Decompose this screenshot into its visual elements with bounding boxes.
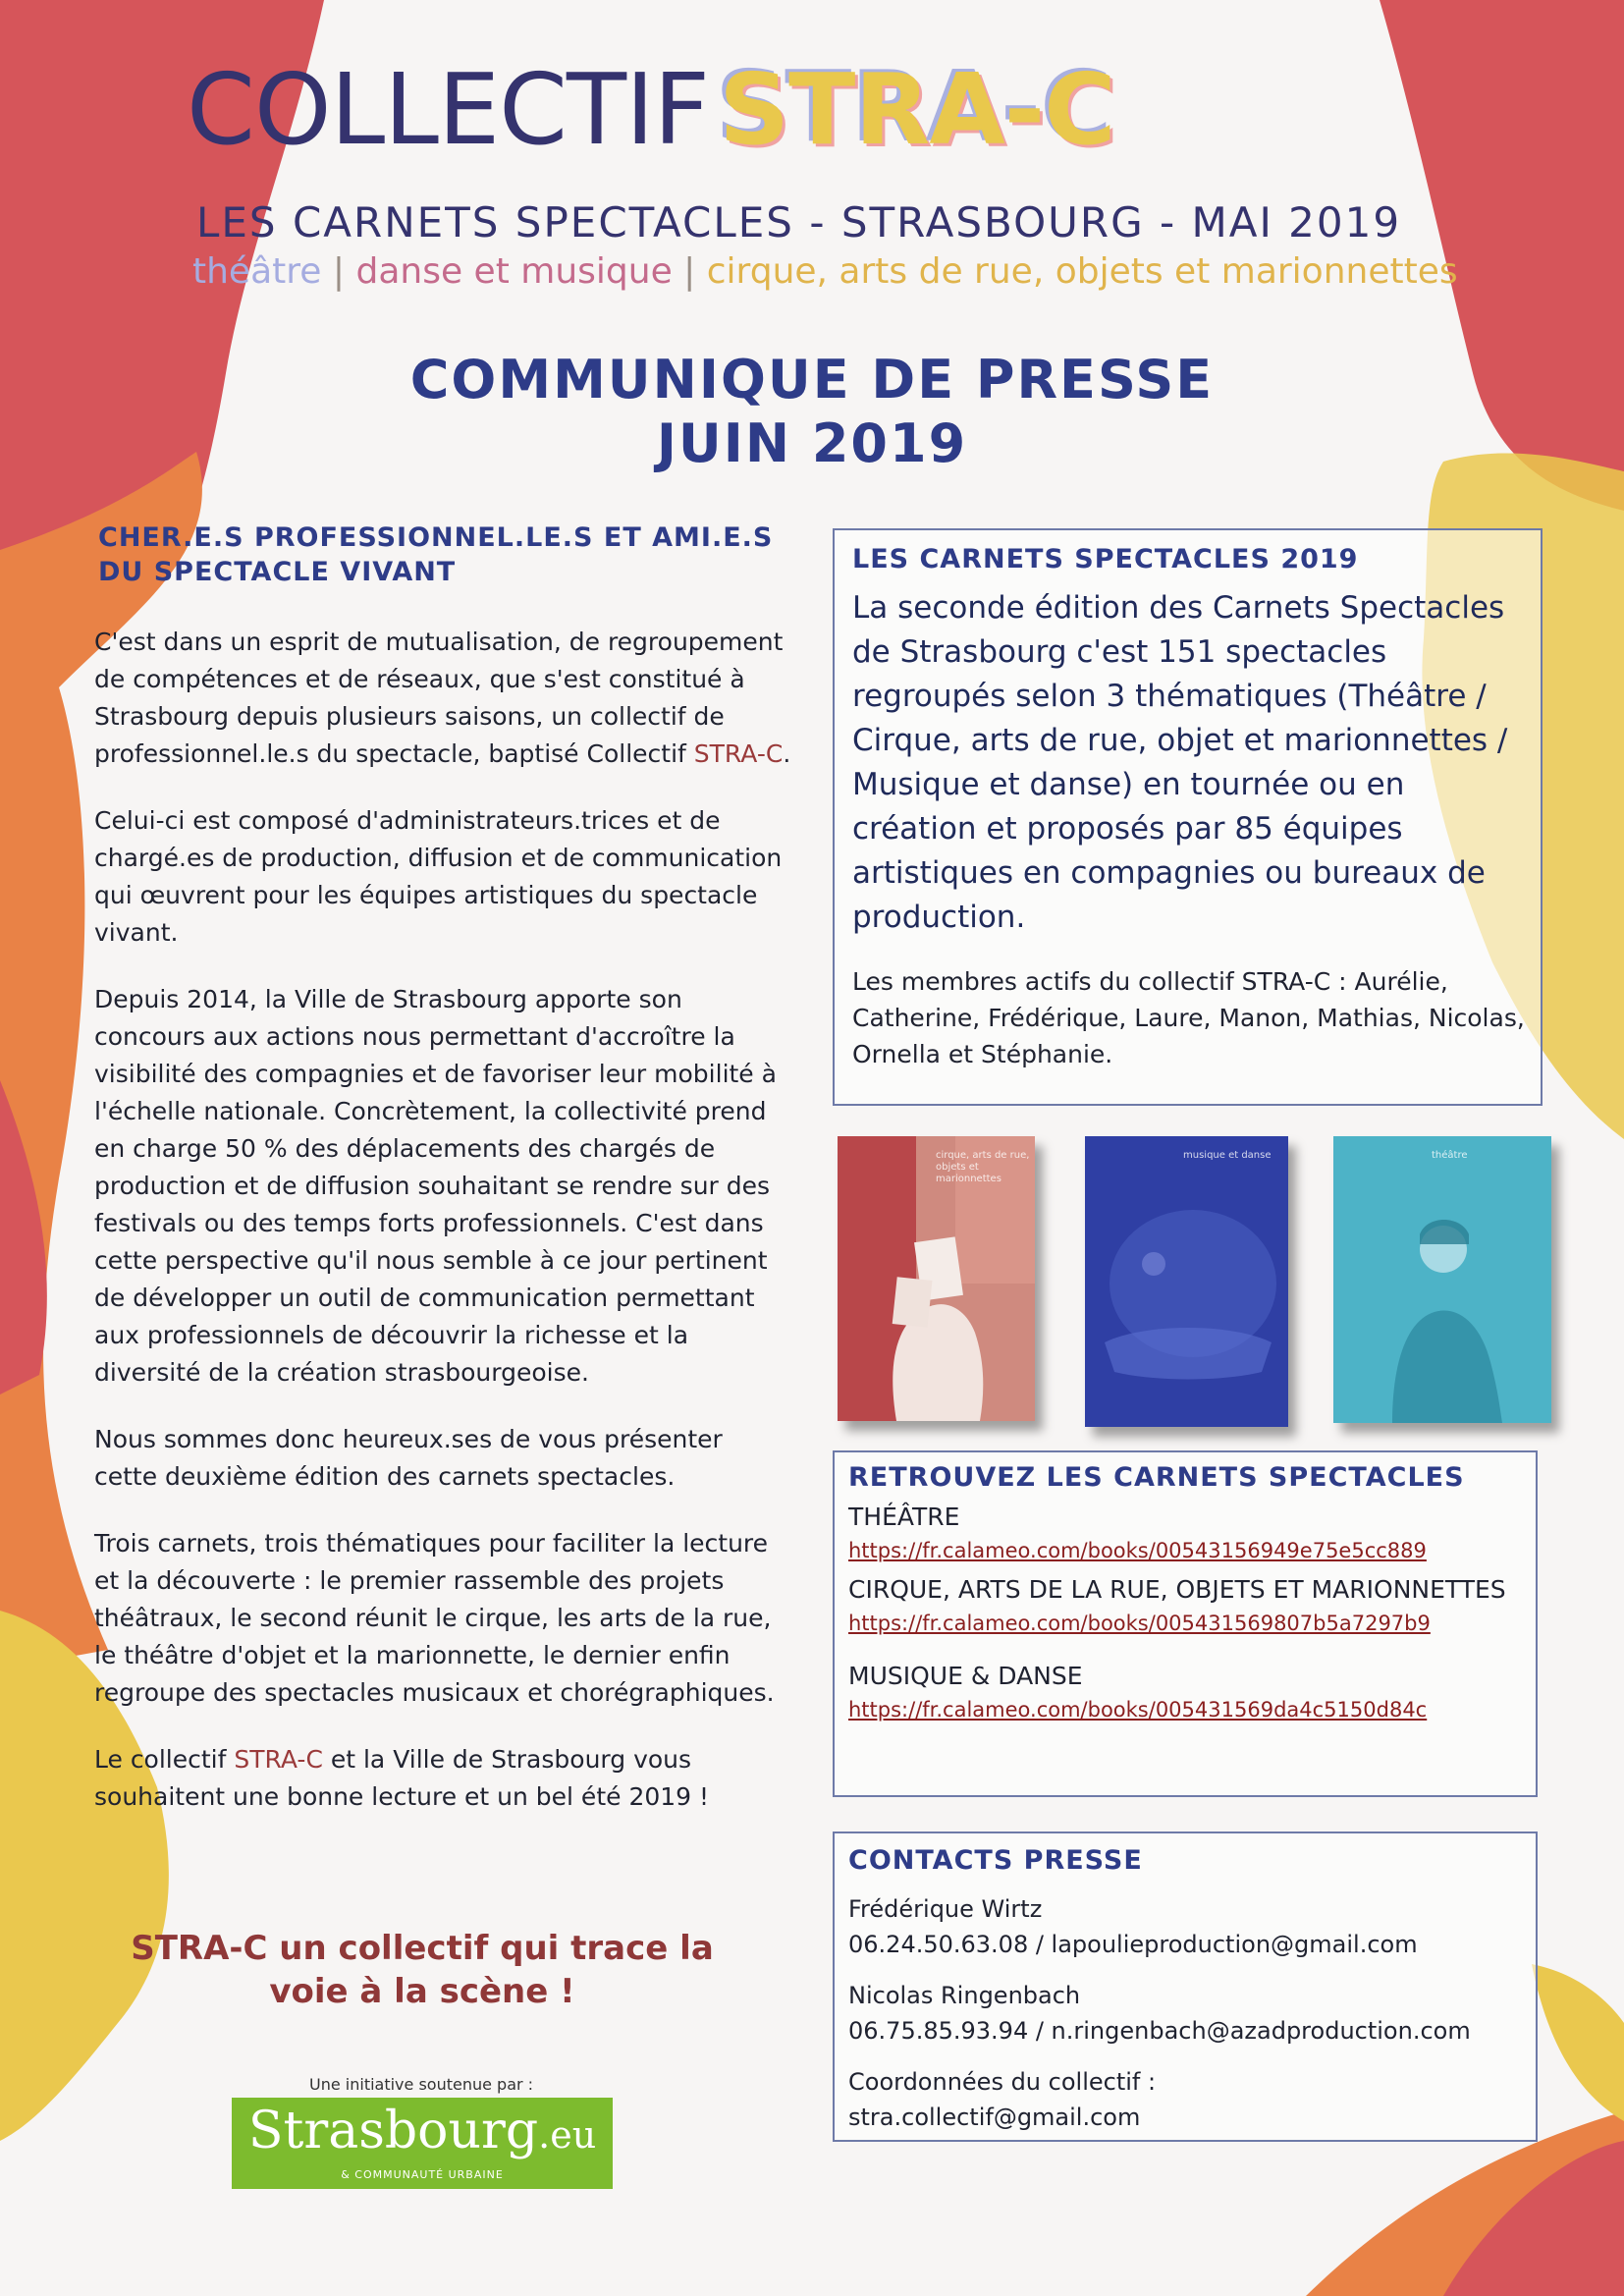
contact-wirtz [848,1891,1536,1962]
contact-name: Nicolas Ringenbach [848,1982,1081,2009]
bottom-right-yellow [1532,1964,1624,2121]
title-stra-c: STRA-C [719,52,1115,167]
book-cover-theatre-art [1333,1136,1551,1423]
theatre-label: THÉÂTRE [848,1503,960,1531]
left-heading [98,520,785,589]
logo-suffix: .eu [538,2113,597,2157]
contact-name: Frédérique Wirtz [848,1895,1043,1923]
contact-name: Coordonnées du collectif : [848,2068,1157,2096]
tagline-separator: | [332,251,346,292]
tagline-theatre: théâtre [192,251,322,292]
main-title [187,52,1115,167]
book-cover-theatre [1333,1136,1551,1423]
left-body [94,624,791,1845]
book3-text: théâtre [1432,1150,1468,1161]
tagline-separator: | [683,251,696,292]
theatre-link[interactable]: https://fr.calameo.com/books/00543156949e75e5cc889 [848,1539,1427,1562]
contact-collectif [848,2064,1536,2135]
strasbourg-logo [232,2098,613,2189]
p6-stra-c: STRA-C [234,1745,323,1774]
logo-text [232,2098,613,2168]
contact-info: 06.24.50.63.08 / lapoulieproduction@gmail.com [848,1931,1418,1958]
paragraph-2: Celui-ci est composé d'administrateurs.trices et de chargé.es de production, diffusion et de communication qui œuvrent pour les équipes artistiques du spectacle vivant. [94,806,783,947]
book-cover-musique-art [1085,1136,1288,1427]
links-box [833,1450,1538,1797]
paragraph-4: Nous sommes donc heureux.ses de vous présenter cette deuxième édition des carnets spectacles. [94,1425,723,1491]
musique-link[interactable]: https://fr.calameo.com/books/005431569da4c5150d84c [848,1698,1428,1722]
paragraph-5: Trois carnets, trois thématiques pour faciliter la lecture et la découverte : le premier rassemble des projets théâtraux, le second réunit le cirque, les arts de la rue, le théâtre d'objet et la marionnette, le dernier enfin regroupe des spectacles musicaux et chorégraphiques. [94,1529,775,1707]
contact-info: stra.collectif@gmail.com [848,2104,1141,2131]
p6-start: Le collectif [94,1745,235,1774]
subtitle: LES CARNETS SPECTACLES - STRASBOURG - MAI 2019 [196,198,1402,246]
paragraph-6 [94,1741,791,1816]
carnets-box-title: LES CARNETS SPECTACLES 2019 [852,544,1359,574]
contacts-box [833,1831,1538,2142]
tagline-cirque: cirque, arts de rue, objets et marionnettes [706,251,1458,292]
left-heading-line2: DU SPECTACLE VIVANT [98,557,457,588]
cirque-label: CIRQUE, ARTS DE LA RUE, OBJETS ET MARIONNETTES [848,1575,1506,1604]
p1-text: C'est dans un esprit de mutualisation, de regroupement de compétences et de réseaux, que s'est constitué à Strasbourg depuis plusieurs saisons, un collectif de professionnel.le.s du spectacle, baptisé Collectif [94,628,784,768]
slogan-line1: STRA-C un collectif qui trace la [131,1929,714,1968]
paragraph-1 [94,624,791,773]
tagline-danse: danse et musique [355,251,673,292]
book2-text: musique et danse [1183,1150,1272,1161]
logo-subtitle: & COMMUNAUTÉ URBAINE [341,2168,504,2181]
logo-main: Strasbourg [247,2102,539,2160]
p1-stra-c: STRA-C [693,739,784,768]
title-collectif: COLLECTIF [187,52,710,167]
paragraph-3: Depuis 2014, la Ville de Strasbourg apporte son concours aux actions nous permettant d'accroître la visibilité des compagnies et de favoriser leur mobilité à l'échelle nationale. Concrètement, la collectivité prend en charge 50 % des déplacements des chargés de production et de diffusion souhaitant se rendre sur des festivals ou des temps forts professionnels. C'est dans cette perspective qu'il nous semble à ce jour pertinent de développer un outil de communication permettant aux professionnels de découvrir la richesse et la diversité de la création strasbourgeoise. [94,985,777,1387]
carnets-box-body: La seconde édition des Carnets Spectacles de Strasbourg c'est 151 spectacles regroupés selon 3 thématiques (Théâtre / Cirque, arts de rue, objet et marionnettes / Musique et danse) en tournée ou en création et proposés par 85 équipes artistiques en compagnies ou bureaux de production. [852,590,1508,935]
slogan-line2: voie à la scène ! [269,1972,575,2012]
press-title-line1: COMMUNIQUE DE PRESSE [409,349,1215,410]
carnets-box [833,528,1543,1106]
musique-label: MUSIQUE & DANSE [848,1662,1083,1690]
slogan [79,1927,766,2013]
p6-end: et la Ville de Strasbourg vous souhaitent une bonne lecture et un bel été 2019 ! [94,1745,710,1811]
book-cover-cirque [838,1136,1035,1421]
spacer [835,1638,1536,1652]
links-box-title: RETROUVEZ LES CARNETS SPECTACLES [848,1462,1465,1493]
cirque-link[interactable]: https://fr.calameo.com/books/005431569807b5a7297b9 [848,1612,1431,1635]
contacts-box-title: CONTACTS PRESSE [848,1845,1143,1876]
contact-info: 06.75.85.93.94 / n.ringenbach@azadproduction.com [848,2017,1471,2045]
press-title-line2: JUIN 2019 [656,411,968,474]
tagline [192,251,1458,292]
initiative-label: Une initiative soutenue par : [309,2075,534,2094]
book-cover-musique [1085,1136,1288,1427]
p1-end: . [783,739,791,768]
press-release-title [0,349,1624,476]
left-heading-line1: CHER.E.S PROFESSIONNEL.LE.S ET AMI.E.S [98,522,774,553]
carnets-box-members: Les membres actifs du collectif STRA-C : Aurélie, Catherine, Frédérique, Laure, Manon, Mathias, Nicolas, Ornella et Stéphanie. [852,967,1525,1068]
contact-ringenbach [848,1978,1536,2049]
book1-text: cirque, arts de rue, objets et marionnettes [936,1150,1030,1184]
